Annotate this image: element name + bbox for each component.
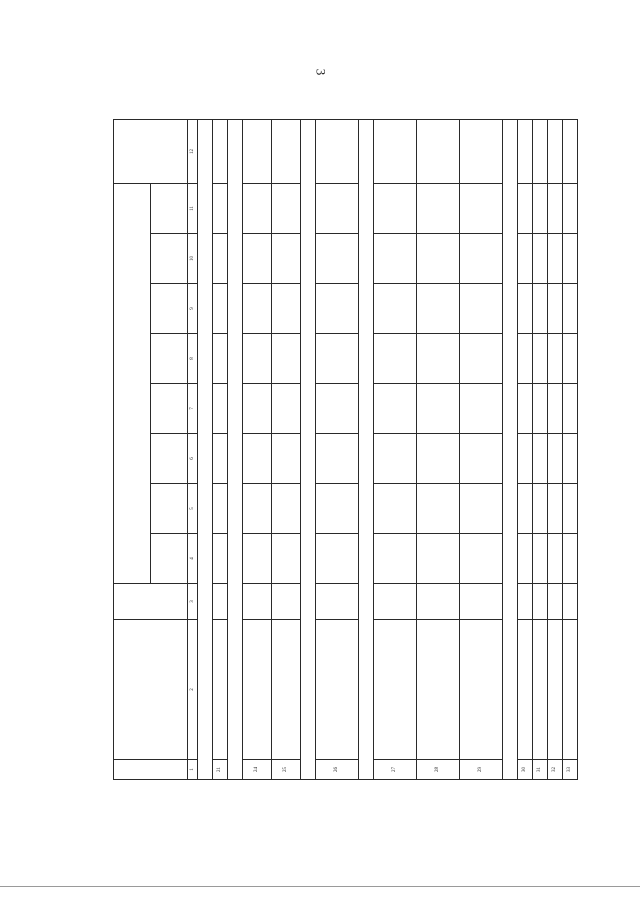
indicator-table [113,119,578,780]
row-number: 29 [460,760,503,780]
row-federal-reference [548,120,563,184]
section-row [359,120,374,780]
row-value [316,234,359,284]
column-number: 9 [188,284,198,334]
section-title [503,120,518,780]
row-value [243,534,272,584]
row-value [533,484,548,534]
section-title [228,120,243,780]
row-value [316,334,359,384]
row-unit [316,584,359,620]
row-value [548,284,563,334]
row-number: 31 [533,760,548,780]
section-row [503,120,518,780]
row-value [272,434,301,484]
row-number: 21 [213,760,228,780]
row-value [374,384,417,434]
row-federal-reference [417,120,460,184]
header-year-5 [151,334,188,384]
row-value [243,434,272,484]
row-value [548,534,563,584]
row-name [243,620,272,760]
row-value [374,184,417,234]
header-year-7 [151,234,188,284]
row-value [316,184,359,234]
row-value [548,434,563,484]
column-number: 4 [188,534,198,584]
row-value [374,484,417,534]
column-number: 2 [188,620,198,760]
row-value [374,434,417,484]
row-value [563,234,578,284]
row-value [563,334,578,384]
row-value [460,434,503,484]
row-unit [533,584,548,620]
row-federal-reference [563,120,578,184]
row-number: 30 [518,760,533,780]
row-value [533,434,548,484]
row-value [533,334,548,384]
row-value [518,184,533,234]
row-value [548,184,563,234]
row-value [243,284,272,334]
header-values-group [114,184,151,584]
table-row [243,120,272,780]
row-value [272,184,301,234]
row-unit [213,584,228,620]
row-value [518,534,533,584]
row-value [272,384,301,434]
row-value [272,534,301,584]
row-value [460,534,503,584]
row-value [533,184,548,234]
header-year-6 [151,284,188,334]
row-value [417,384,460,434]
row-value [243,384,272,434]
row-name [374,620,417,760]
table-row [518,120,533,780]
row-value [272,284,301,334]
column-number: 7 [188,384,198,434]
row-value [374,534,417,584]
scan-bottom-edge [0,886,640,887]
row-value [563,384,578,434]
row-value [213,484,228,534]
row-value [548,334,563,384]
row-value [243,184,272,234]
row-value [374,334,417,384]
row-value [518,484,533,534]
table-row [548,120,563,780]
row-value [518,434,533,484]
row-value [518,234,533,284]
header-federal-plan [114,120,188,184]
table-row [374,120,417,780]
row-value [533,534,548,584]
row-name [548,620,563,760]
row-number: 25 [272,760,301,780]
row-value [460,384,503,434]
row-value [460,334,503,384]
row-federal-reference [374,120,417,184]
row-federal-reference [460,120,503,184]
column-number: 5 [188,484,198,534]
column-number: 8 [188,334,198,384]
row-value [316,284,359,334]
header-year-1 [151,534,188,584]
row-federal-reference [213,120,228,184]
row-value [533,284,548,334]
row-value [518,384,533,434]
row-number: 24 [243,760,272,780]
row-number: 26 [316,760,359,780]
row-value [417,434,460,484]
row-value [213,284,228,334]
row-value [417,484,460,534]
row-name [316,620,359,760]
row-value [243,484,272,534]
section-row [301,120,316,780]
row-value [563,534,578,584]
row-unit [417,584,460,620]
row-value [316,484,359,534]
row-value [417,284,460,334]
row-value [316,384,359,434]
row-value [563,434,578,484]
row-number: 28 [417,760,460,780]
column-number: 12 [188,120,198,184]
row-value [272,334,301,384]
row-value [374,284,417,334]
row-unit [374,584,417,620]
table-row [460,120,503,780]
row-name [460,620,503,760]
row-value [548,384,563,434]
page-number: 3 [313,68,328,76]
table-row [272,120,301,780]
row-name [518,620,533,760]
row-value [316,534,359,584]
row-value [460,234,503,284]
row-federal-reference [272,120,301,184]
section-row [228,120,243,780]
row-unit [460,584,503,620]
row-value [518,284,533,334]
row-federal-reference [243,120,272,184]
row-value [374,234,417,284]
row-value [243,234,272,284]
row-name [272,620,301,760]
rotated-table-frame [113,120,572,780]
row-value [316,434,359,484]
column-number: 6 [188,434,198,484]
row-value [417,334,460,384]
row-value [272,234,301,284]
row-value [213,334,228,384]
row-federal-reference [518,120,533,184]
section-title [359,120,374,780]
section-title [198,120,213,780]
row-number: 33 [563,760,578,780]
row-value [417,534,460,584]
header-year-4 [151,384,188,434]
row-value [272,484,301,534]
row-value [533,384,548,434]
row-value [460,484,503,534]
table-row [533,120,548,780]
header-number [114,760,188,780]
row-value [548,484,563,534]
column-number-row [188,120,198,780]
column-number: 1 [188,760,198,780]
row-unit [243,584,272,620]
row-unit [272,584,301,620]
row-value [213,434,228,484]
row-value [563,284,578,334]
column-number: 10 [188,234,198,284]
row-value [518,334,533,384]
row-federal-reference [316,120,359,184]
row-value [417,184,460,234]
row-value [213,184,228,234]
row-number: 32 [548,760,563,780]
column-number: 11 [188,184,198,234]
row-name [213,620,228,760]
column-number: 3 [188,584,198,620]
table-header-row [114,120,151,780]
row-value [533,234,548,284]
table-row [563,120,578,780]
row-unit [563,584,578,620]
row-value [460,184,503,234]
row-federal-reference [533,120,548,184]
row-value [243,334,272,384]
row-name [417,620,460,760]
header-year-2 [151,484,188,534]
row-value [213,534,228,584]
row-unit [548,584,563,620]
table-row [316,120,359,780]
row-value [563,184,578,234]
section-row [198,120,213,780]
row-value [417,234,460,284]
header-unit [114,584,188,620]
row-unit [518,584,533,620]
row-number: 27 [374,760,417,780]
table-row [417,120,460,780]
row-value [460,284,503,334]
row-value [563,484,578,534]
header-year-3 [151,434,188,484]
row-value [548,234,563,284]
rotated-table-area [113,120,572,780]
row-name [563,620,578,760]
header-name [114,620,188,760]
row-value [213,384,228,434]
section-title [301,120,316,780]
header-year-8 [151,184,188,234]
row-value [213,234,228,284]
row-name [533,620,548,760]
table-row [213,120,228,780]
